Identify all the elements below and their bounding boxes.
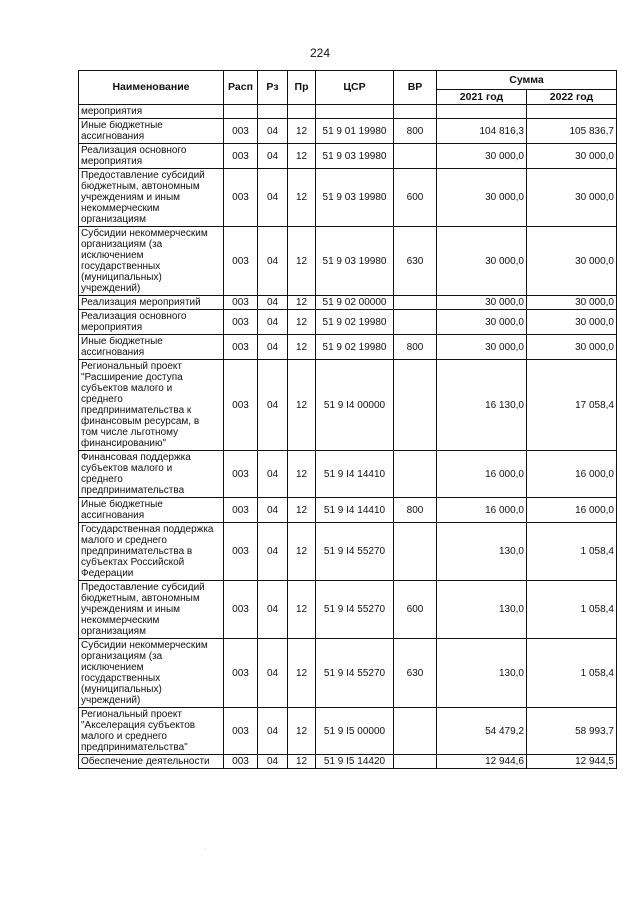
table-row: [79, 169, 617, 227]
cell-vr: 800: [394, 335, 437, 360]
cell-sum-2021: 130,0: [437, 523, 527, 581]
table-row: [79, 708, 617, 755]
cell-vr: 600: [394, 169, 437, 227]
cell-vr: [394, 144, 437, 169]
cell-csr: 51 9 03 19980: [316, 144, 394, 169]
cell-sum-2021: 30 000,0: [437, 144, 527, 169]
cell-rz: 04: [258, 755, 288, 769]
table-row: [79, 335, 617, 360]
cell-sum-2022: 30 000,0: [527, 296, 617, 310]
cell-vr: [394, 105, 437, 119]
cell-sum-2022: 17 058,4: [527, 360, 617, 451]
cell-vr: [394, 296, 437, 310]
cell-sum-2021: 130,0: [437, 639, 527, 708]
header-rasp: Расп: [224, 71, 258, 105]
cell-csr: 51 9 I4 55270: [316, 639, 394, 708]
cell-sum-2022: 16 000,0: [527, 451, 617, 498]
header-name: Наименование: [79, 71, 224, 105]
cell-name: Обеспечение деятельности: [79, 755, 224, 769]
cell-sum-2021: 54 479,2: [437, 708, 527, 755]
cell-csr: 51 9 I4 55270: [316, 523, 394, 581]
cell-rasp: 003: [224, 498, 258, 523]
cell-csr: 51 9 02 19980: [316, 335, 394, 360]
cell-rasp: 003: [224, 335, 258, 360]
cell-pr: 12: [288, 169, 316, 227]
cell-rasp: 003: [224, 360, 258, 451]
table-row: [79, 639, 617, 708]
cell-csr: 51 9 I5 14420: [316, 755, 394, 769]
header-vr: ВР: [394, 71, 437, 105]
cell-vr: [394, 755, 437, 769]
cell-name: Субсидии некоммерческим организациям (за исключением государственных (муниципальных) учреждений): [79, 227, 224, 296]
cell-name: Реализация основного мероприятия: [79, 310, 224, 335]
cell-csr: 51 9 I4 14410: [316, 498, 394, 523]
cell-rasp: 003: [224, 639, 258, 708]
cell-pr: 12: [288, 227, 316, 296]
table-body: [79, 105, 617, 769]
cell-sum-2022: 30 000,0: [527, 144, 617, 169]
cell-rasp: 003: [224, 227, 258, 296]
cell-sum-2022: 30 000,0: [527, 169, 617, 227]
cell-pr: 12: [288, 451, 316, 498]
scan-dot: ·: [204, 846, 207, 853]
cell-sum-2021: 30 000,0: [437, 310, 527, 335]
cell-name: Иные бюджетные ассигнования: [79, 498, 224, 523]
cell-pr: 12: [288, 119, 316, 144]
header-sum: Сумма: [437, 71, 617, 90]
cell-pr: 12: [288, 310, 316, 335]
cell-sum-2021: 16 130,0: [437, 360, 527, 451]
cell-rasp: 003: [224, 451, 258, 498]
table-row: [79, 144, 617, 169]
header-pr: Пр: [288, 71, 316, 105]
cell-vr: 630: [394, 639, 437, 708]
cell-sum-2021: 30 000,0: [437, 296, 527, 310]
header-csr: ЦСР: [316, 71, 394, 105]
cell-rasp: 003: [224, 296, 258, 310]
cell-sum-2021: 12 944,6: [437, 755, 527, 769]
cell-rz: 04: [258, 523, 288, 581]
cell-rz: 04: [258, 708, 288, 755]
cell-csr: 51 9 I4 55270: [316, 581, 394, 639]
cell-sum-2021: 30 000,0: [437, 227, 527, 296]
cell-name: Реализация мероприятий: [79, 296, 224, 310]
cell-csr: [316, 105, 394, 119]
cell-sum-2022: 30 000,0: [527, 335, 617, 360]
cell-pr: 12: [288, 708, 316, 755]
cell-sum-2022: 105 836,7: [527, 119, 617, 144]
table-row: [79, 360, 617, 451]
header-rz: Рз: [258, 71, 288, 105]
cell-vr: [394, 360, 437, 451]
cell-rz: 04: [258, 227, 288, 296]
cell-vr: [394, 708, 437, 755]
cell-name: Предоставление субсидий бюджетным, автономным учреждениям и иным некоммерческим организациям: [79, 581, 224, 639]
cell-sum-2022: 30 000,0: [527, 310, 617, 335]
cell-rasp: 003: [224, 144, 258, 169]
cell-rasp: 003: [224, 169, 258, 227]
cell-pr: 12: [288, 755, 316, 769]
cell-pr: 12: [288, 639, 316, 708]
cell-vr: 630: [394, 227, 437, 296]
table-row: [79, 755, 617, 769]
cell-csr: 51 9 03 19980: [316, 227, 394, 296]
cell-sum-2021: 30 000,0: [437, 169, 527, 227]
cell-pr: 12: [288, 581, 316, 639]
table-row: [79, 296, 617, 310]
cell-name: Иные бюджетные ассигнования: [79, 119, 224, 144]
cell-rasp: 003: [224, 523, 258, 581]
cell-sum-2021: 16 000,0: [437, 498, 527, 523]
cell-pr: 12: [288, 335, 316, 360]
cell-rz: 04: [258, 119, 288, 144]
budget-table: [78, 70, 617, 769]
cell-name: Региональный проект "Акселерация субъектов малого и среднего предпринимательства": [79, 708, 224, 755]
cell-rz: 04: [258, 335, 288, 360]
cell-rasp: 003: [224, 119, 258, 144]
cell-name: Региональный проект "Расширение доступа субъектов малого и среднего предпринимательства к финансовым ресурсам, в том числе льготному финансированию": [79, 360, 224, 451]
cell-rz: 04: [258, 296, 288, 310]
header-row: [79, 71, 617, 90]
cell-sum-2022: 1 058,4: [527, 523, 617, 581]
cell-rz: [258, 105, 288, 119]
table-row: [79, 105, 617, 119]
cell-sum-2021: 104 816,3: [437, 119, 527, 144]
cell-pr: 12: [288, 498, 316, 523]
cell-sum-2021: [437, 105, 527, 119]
cell-csr: 51 9 I5 00000: [316, 708, 394, 755]
cell-csr: 51 9 I4 00000: [316, 360, 394, 451]
cell-vr: 800: [394, 119, 437, 144]
cell-pr: 12: [288, 360, 316, 451]
cell-sum-2022: [527, 105, 617, 119]
cell-csr: 51 9 02 19980: [316, 310, 394, 335]
cell-name: Государственная поддержка малого и среднего предпринимательства в субъектах Российской Федерации: [79, 523, 224, 581]
table-row: [79, 451, 617, 498]
table-row: [79, 310, 617, 335]
cell-rz: 04: [258, 498, 288, 523]
cell-rz: 04: [258, 360, 288, 451]
cell-rz: 04: [258, 169, 288, 227]
cell-name: Финансовая поддержка субъектов малого и среднего предпринимательства: [79, 451, 224, 498]
header-year-2021: 2021 год: [437, 90, 527, 105]
cell-csr: 51 9 02 00000: [316, 296, 394, 310]
cell-rasp: 003: [224, 708, 258, 755]
cell-rz: 04: [258, 581, 288, 639]
cell-name: Иные бюджетные ассигнования: [79, 335, 224, 360]
cell-rz: 04: [258, 144, 288, 169]
cell-vr: [394, 310, 437, 335]
cell-rasp: [224, 105, 258, 119]
cell-csr: 51 9 03 19980: [316, 169, 394, 227]
cell-sum-2021: 16 000,0: [437, 451, 527, 498]
cell-name: мероприятия: [79, 105, 224, 119]
cell-vr: [394, 523, 437, 581]
cell-vr: 600: [394, 581, 437, 639]
cell-sum-2022: 16 000,0: [527, 498, 617, 523]
cell-pr: 12: [288, 523, 316, 581]
cell-csr: 51 9 01 19980: [316, 119, 394, 144]
table-row: [79, 498, 617, 523]
cell-vr: [394, 451, 437, 498]
page-number: 224: [309, 46, 331, 60]
cell-rasp: 003: [224, 310, 258, 335]
cell-sum-2022: 1 058,4: [527, 639, 617, 708]
table-row: [79, 581, 617, 639]
cell-sum-2022: 58 993,7: [527, 708, 617, 755]
cell-name: Реализация основного мероприятия: [79, 144, 224, 169]
cell-sum-2022: 30 000,0: [527, 227, 617, 296]
table-row: [79, 227, 617, 296]
cell-rasp: 003: [224, 581, 258, 639]
cell-pr: 12: [288, 296, 316, 310]
cell-rasp: 003: [224, 755, 258, 769]
cell-sum-2021: 130,0: [437, 581, 527, 639]
cell-rz: 04: [258, 310, 288, 335]
cell-name: Предоставление субсидий бюджетным, автономным учреждениям и иным некоммерческим организациям: [79, 169, 224, 227]
cell-vr: 800: [394, 498, 437, 523]
cell-sum-2022: 12 944,5: [527, 755, 617, 769]
cell-pr: 12: [288, 144, 316, 169]
header-year-2022: 2022 год: [527, 90, 617, 105]
table-row: [79, 119, 617, 144]
table-row: [79, 523, 617, 581]
cell-rz: 04: [258, 639, 288, 708]
cell-sum-2022: 1 058,4: [527, 581, 617, 639]
cell-pr: [288, 105, 316, 119]
cell-csr: 51 9 I4 14410: [316, 451, 394, 498]
cell-sum-2021: 30 000,0: [437, 335, 527, 360]
cell-rz: 04: [258, 451, 288, 498]
cell-name: Субсидии некоммерческим организациям (за исключением государственных (муниципальных) учреждений): [79, 639, 224, 708]
